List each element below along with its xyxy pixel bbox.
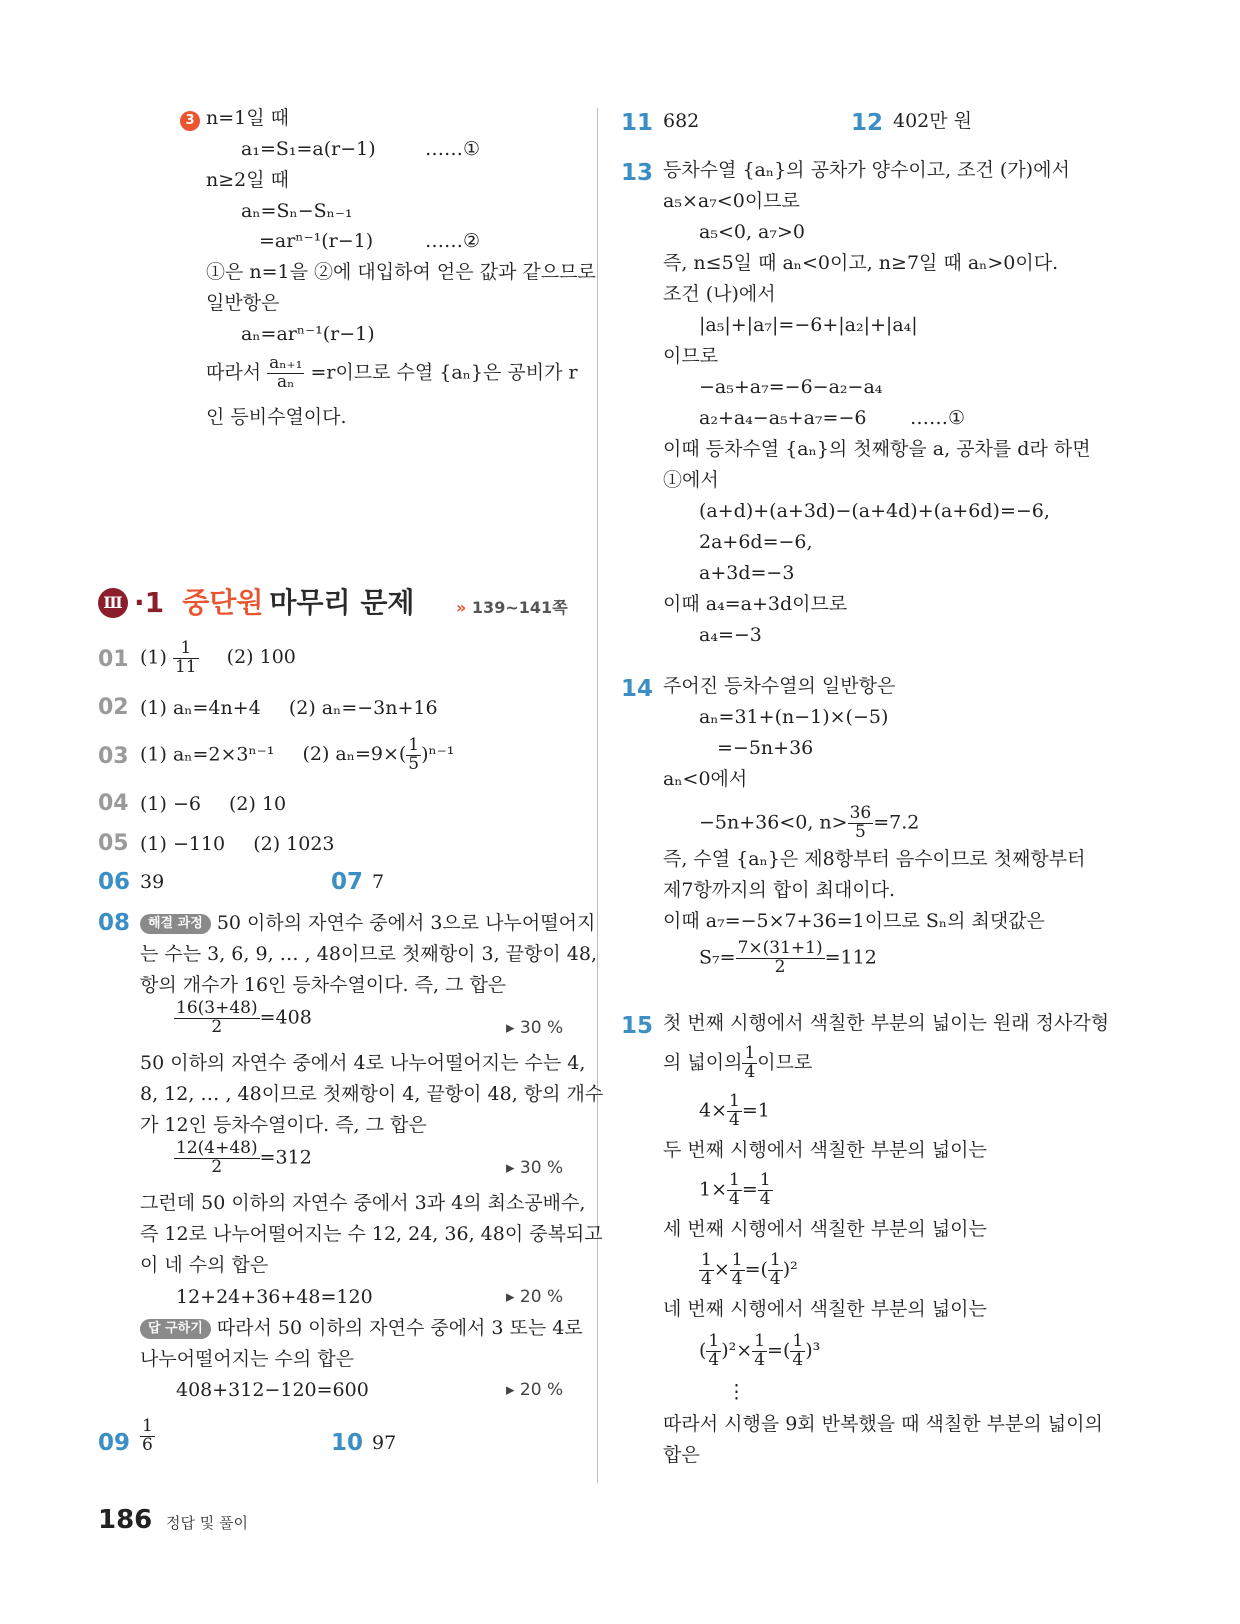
equation: 12+24+36+48=120: [176, 1286, 373, 1308]
line-text: 즉 12로 나누어떨어지는 수 12, 24, 36, 48이 중복되고: [140, 1223, 603, 1245]
unit-index: ·1: [134, 586, 165, 619]
line-text: 50 이하의 자연수 중에서 4로 나누어떨어지는 수는 4,: [140, 1052, 586, 1074]
equation: =−5n+36: [717, 737, 814, 759]
line-text: n≥2일 때: [206, 169, 289, 191]
equation: ( $\frac{1}{4}$ )²× $\frac{1}{4}$ =( $\frac{1}{4}$ )³: [699, 1331, 821, 1370]
line-text: ①에서: [663, 469, 719, 491]
answer-09: [140, 1418, 155, 1455]
line-text: 주어진 등차수열의 일반항은: [663, 675, 896, 697]
equation: $\frac{12(4+48)}{2}$ =312: [176, 1138, 312, 1177]
line-fraction: [206, 355, 578, 392]
line-text: 따라서 시행을 9회 반복했을 때 색칠한 부분의 넓이의: [663, 1413, 1103, 1435]
line-text: 등차수열 {aₙ}의 공차가 양수이고, 조건 (가)에서: [663, 159, 1070, 181]
equation: aₙ=arⁿ⁻¹(r−1): [241, 323, 375, 345]
fraction: $\frac{\text{aₙ₊₁}}{\text{aₙ}}$: [269, 353, 303, 392]
fraction: $\frac{1}{4}$: [744, 1043, 756, 1082]
line-text: aₙ<0에서: [663, 768, 748, 790]
fraction: $\frac{7\times(31+1)}{2}$: [737, 938, 823, 977]
answer-number: 09: [98, 1430, 131, 1456]
line-text: 답 구하기 따라서 50 이하의 자연수 중에서 3 또는 4로: [140, 1317, 583, 1340]
equation: a₅<0, a₇>0: [699, 221, 805, 243]
answer-number: 03: [98, 744, 129, 769]
line-text: 제7항까지의 합이 최대이다.: [663, 879, 896, 901]
equation-tag: ……①: [425, 138, 481, 160]
fraction: $\frac{1}{4}$: [729, 1170, 740, 1209]
unit-roman-badge: Ⅲ: [98, 588, 128, 618]
equation: 408+312−120=600: [176, 1379, 369, 1401]
line-text: 인 등비수열이다.: [206, 406, 347, 428]
answer-number: 05: [98, 831, 129, 856]
score-percent: ▸ 30 %: [506, 1018, 564, 1038]
line-text: 조건 (나)에서: [663, 283, 776, 305]
fraction: $\frac{16(3+48)}{2}$: [176, 998, 258, 1037]
answer-number: 04: [98, 791, 129, 816]
score-percent: ▸ 20 %: [506, 1380, 564, 1400]
answer-number: 06: [98, 869, 131, 895]
equation: (a+d)+(a+3d)−(a+4d)+(a+6d)=−6,: [699, 500, 1050, 522]
equation-tag: ……①: [910, 407, 966, 429]
line-text: 8, 12, … , 48이므로 첫째항이 4, 끝항이 48, 항의 개수: [140, 1083, 604, 1105]
fraction: $\frac{12(4+48)}{2}$: [176, 1138, 258, 1177]
equation: a₁=S₁=a(r−1): [241, 138, 376, 160]
line-text: 이때 a₄=a+3d이므로: [663, 593, 848, 615]
section-title: 마무리 문제: [269, 586, 415, 619]
line-text: 항의 개수가 16인 등차수열이다. 즉, 그 합은: [140, 974, 507, 996]
equation: a₄=−3: [699, 624, 762, 646]
equation: $\frac{16(3+48)}{2}$ =408: [176, 998, 312, 1037]
line-fraction: 의 넓이의 $\frac{1}{4}$ 이므로: [663, 1043, 813, 1082]
answer-06: 39: [140, 871, 165, 893]
fraction: $\frac{1}{11}$: [174, 638, 197, 677]
line-text: 이므로: [663, 345, 719, 367]
fraction: $\frac{1}{4}$: [731, 1250, 743, 1289]
equation: aₙ=31+(n−1)×(−5): [699, 706, 889, 728]
answer-number: 02: [98, 695, 129, 720]
line-text: 즉, n≤5일 때 aₙ<0이고, n≥7일 때 aₙ>0이다.: [663, 252, 1059, 274]
line-text: 이때 등차수열 {aₙ}의 첫째항을 a, 공차를 d라 하면: [663, 438, 1091, 460]
footer-label: 정답 및 풀이: [166, 1514, 248, 1532]
equation: aₙ=Sₙ−Sₙ₋₁: [241, 200, 353, 222]
answer-11: 682: [663, 110, 700, 132]
equation: $\frac{1}{4}$ × $\frac{1}{4}$ =( $\frac{1}{4}$ )²: [701, 1250, 798, 1289]
step-marker: [180, 107, 200, 131]
chevron-right-icon: »: [456, 598, 467, 617]
fraction: $\frac{1}{4}$: [792, 1331, 804, 1370]
line-text: 는 수는 3, 6, 9, … , 48이므로 첫째항이 3, 끝항이 48,: [140, 943, 597, 965]
line-text: a₅×a₇<0이므로: [663, 190, 800, 212]
answer-number: 12: [851, 110, 884, 136]
answer-number: 01: [98, 647, 129, 672]
answer-01: (1) $\frac{1}{11}$ (2) 100: [140, 638, 296, 677]
answer-number: 14: [621, 676, 654, 702]
answer-03: (1) aₙ=2×3ⁿ⁻¹ (2) aₙ=9×( $\frac{1}{5}$ )ⁿ⁻¹: [140, 735, 455, 774]
fraction: $\frac{1}{4}$: [769, 1250, 781, 1289]
equation: a₂+a₄−a₅+a₇=−6: [699, 407, 867, 429]
line-text: 합은: [663, 1444, 700, 1466]
equation: 2a+6d=−6,: [699, 531, 813, 553]
vertical-ellipsis: ⋮: [727, 1381, 746, 1403]
equation: −5n+36<0, n> $\frac{36}{5}$ =7.2: [699, 803, 920, 842]
fraction: $\frac{1}{4}$: [759, 1170, 771, 1209]
line-text: 그런데 50 이하의 자연수 중에서 3과 4의 최소공배수,: [140, 1192, 586, 1214]
text: 따라서: [206, 361, 262, 384]
score-percent: ▸ 30 %: [506, 1158, 564, 1178]
fraction: $\frac{36}{5}$: [849, 803, 872, 842]
answer-number: 10: [331, 1430, 364, 1456]
fraction: $\frac{1}{6}$: [142, 1416, 153, 1455]
column-divider: [597, 108, 598, 1483]
fraction: $\frac{1}{5}$: [408, 735, 420, 774]
equation: S₇= $\frac{7\times(31+1)}{2}$ =112: [699, 938, 877, 977]
answer-07: 7: [372, 871, 385, 893]
text: =r이므로 수열 {aₙ}은 공비가 r: [310, 361, 578, 384]
get-answer-badge: 답 구하기: [140, 1319, 211, 1339]
fraction: $\frac{1}{4}$: [701, 1250, 712, 1289]
line-text: 세 번째 시행에서 색칠한 부분의 넓이는: [663, 1218, 987, 1240]
fraction: $\frac{1}{4}$: [708, 1331, 720, 1370]
step-marker-badge: 3: [180, 111, 200, 131]
line-text: 이때 a₇=−5×7+36=1이므로 Sₙ의 최댓값은: [663, 910, 1045, 932]
section-title-red: 중단원: [182, 586, 264, 619]
section-header: [98, 586, 414, 620]
line-text: 이 네 수의 합은: [140, 1254, 269, 1276]
equation: =arⁿ⁻¹(r−1): [259, 230, 374, 252]
line-text: 해결 과정 50 이하의 자연수 중에서 3으로 나누어떨어지: [140, 912, 595, 935]
line-text: 네 번째 시행에서 색칠한 부분의 넓이는: [663, 1298, 987, 1320]
answer-02: (1) aₙ=4n+4 (2) aₙ=−3n+16: [140, 697, 438, 719]
page-number: 186: [98, 1505, 153, 1535]
line-text: 두 번째 시행에서 색칠한 부분의 넓이는: [663, 1139, 987, 1161]
fraction: $\frac{1}{4}$: [729, 1091, 740, 1130]
line-text: 즉, 수열 {aₙ}은 제8항부터 음수이므로 첫째항부터: [663, 848, 1086, 870]
answer-number: 08: [98, 910, 131, 936]
equation-tag: ……②: [425, 230, 481, 252]
answer-05: (1) −110 (2) 1023: [140, 833, 335, 855]
answer-number: 11: [621, 110, 654, 136]
equation: |a₅|+|a₇|=−6+|a₂|+|a₄|: [699, 314, 918, 336]
line-text: 나누어떨어지는 수의 합은: [140, 1348, 354, 1370]
answer-number: 07: [331, 869, 364, 895]
equation: 4× $\frac{1}{4}$ =1: [699, 1091, 770, 1130]
page-range: » 139~141쪽: [456, 598, 568, 617]
fraction: $\frac{1}{4}$: [754, 1331, 766, 1370]
answer-12: 402만 원: [893, 110, 973, 132]
equation: −a₅+a₇=−6−a₂−a₄: [699, 376, 883, 398]
line-text: 가 12인 등차수열이다. 즉, 그 합은: [140, 1114, 427, 1136]
score-percent: ▸ 20 %: [506, 1287, 564, 1307]
answer-10: 97: [372, 1432, 397, 1454]
answer-04: (1) −6 (2) 10: [140, 793, 287, 815]
line-text: n=1일 때: [206, 107, 289, 129]
line-text: 일반항은: [206, 292, 280, 314]
line-text: 첫 번째 시행에서 색칠한 부분의 넓이는 원래 정사각형: [663, 1012, 1110, 1034]
answer-number: 13: [621, 160, 654, 186]
equation: 1× $\frac{1}{4}$ = $\frac{1}{4}$: [699, 1170, 771, 1209]
solution-process-badge: 해결 과정: [140, 914, 211, 934]
line-text: ①은 n=1을 ②에 대입하여 얻은 값과 같으므로: [206, 261, 596, 283]
equation: a+3d=−3: [699, 562, 795, 584]
answer-number: 15: [621, 1013, 654, 1039]
